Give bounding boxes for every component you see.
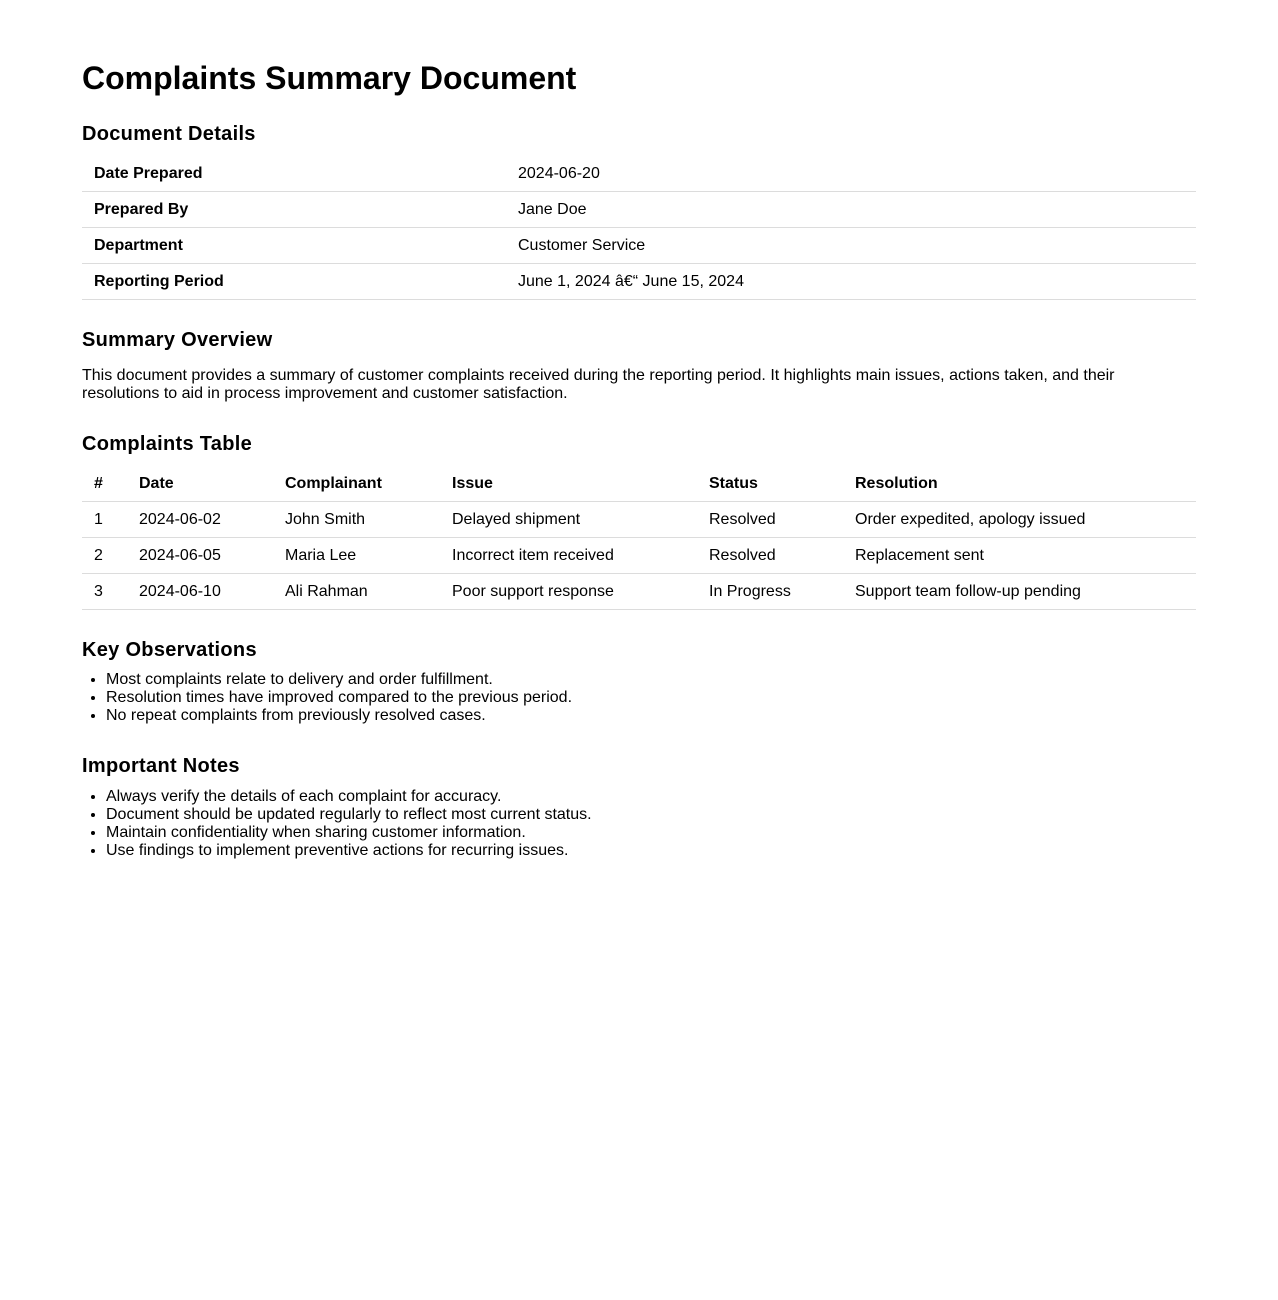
cell-number: 2 xyxy=(82,538,127,574)
column-header-issue: Issue xyxy=(440,466,697,502)
details-heading: Document Details xyxy=(82,123,256,145)
cell-complainant: Maria Lee xyxy=(273,538,440,574)
notes-list xyxy=(82,788,1196,860)
details-row xyxy=(82,192,1196,228)
cell-resolution: Order expedited, apology issued xyxy=(843,502,1196,538)
column-header-status: Status xyxy=(697,466,843,502)
cell-date: 2024-06-02 xyxy=(127,502,273,538)
list-item: • Use findings to implement preventive actions for recurring issues. xyxy=(106,842,1196,860)
summary-heading: Summary Overview xyxy=(82,329,273,351)
cell-resolution: Support team follow-up pending xyxy=(843,574,1196,610)
details-value: Jane Doe xyxy=(506,192,1196,228)
cell-issue: Delayed shipment xyxy=(440,502,697,538)
details-value: Customer Service xyxy=(506,228,1196,264)
list-item: • Most complaints relate to delivery and order fulfillment. xyxy=(106,671,1196,689)
list-item: • Maintain confidentiality when sharing customer information. xyxy=(106,824,1196,842)
cell-resolution: Replacement sent xyxy=(843,538,1196,574)
cell-complainant: Ali Rahman xyxy=(273,574,440,610)
list-item: • Always verify the details of each complaint for accuracy. xyxy=(106,788,1196,806)
table-row xyxy=(82,502,1196,538)
details-value: June 1, 2024 â€“ June 15, 2024 xyxy=(506,264,1196,300)
cell-issue: Incorrect item received xyxy=(440,538,697,574)
column-header-date: Date xyxy=(127,466,273,502)
summary-text: This document provides a summary of customer complaints received during the reporting period. It highlights main issues, actions taken, and their resolutions to aid in process improvement and customer satisfaction. xyxy=(82,367,1115,402)
details-label: Prepared By xyxy=(82,192,506,228)
page-title: Complaints Summary Document xyxy=(82,60,577,96)
details-table xyxy=(82,156,1196,300)
complaints-heading: Complaints Table xyxy=(82,433,253,455)
details-row xyxy=(82,264,1196,300)
list-item: • Resolution times have improved compared to the previous period. xyxy=(106,689,1196,707)
complaints-table xyxy=(82,466,1196,610)
cell-status: Resolved xyxy=(697,502,843,538)
cell-issue: Poor support response xyxy=(440,574,697,610)
cell-status: Resolved xyxy=(697,538,843,574)
details-row xyxy=(82,228,1196,264)
cell-number: 1 xyxy=(82,502,127,538)
details-label: Date Prepared xyxy=(82,156,506,192)
column-header-resolution: Resolution xyxy=(843,466,1196,502)
cell-status: In Progress xyxy=(697,574,843,610)
cell-complainant: John Smith xyxy=(273,502,440,538)
table-row xyxy=(82,574,1196,610)
list-item: • No repeat complaints from previously resolved cases. xyxy=(106,707,1196,725)
cell-number: 3 xyxy=(82,574,127,610)
complaints-header-row xyxy=(82,466,1196,502)
details-label: Department xyxy=(82,228,506,264)
details-label: Reporting Period xyxy=(82,264,506,300)
table-row xyxy=(82,538,1196,574)
list-item: • Document should be updated regularly to reflect most current status. xyxy=(106,806,1196,824)
observations-heading: Key Observations xyxy=(82,639,257,661)
column-header-number: # xyxy=(82,466,127,502)
notes-heading: Important Notes xyxy=(82,755,240,777)
details-row xyxy=(82,156,1196,192)
details-value: 2024-06-20 xyxy=(506,156,1196,192)
cell-date: 2024-06-10 xyxy=(127,574,273,610)
cell-date: 2024-06-05 xyxy=(127,538,273,574)
observations-list xyxy=(82,671,1196,725)
column-header-complainant: Complainant xyxy=(273,466,440,502)
